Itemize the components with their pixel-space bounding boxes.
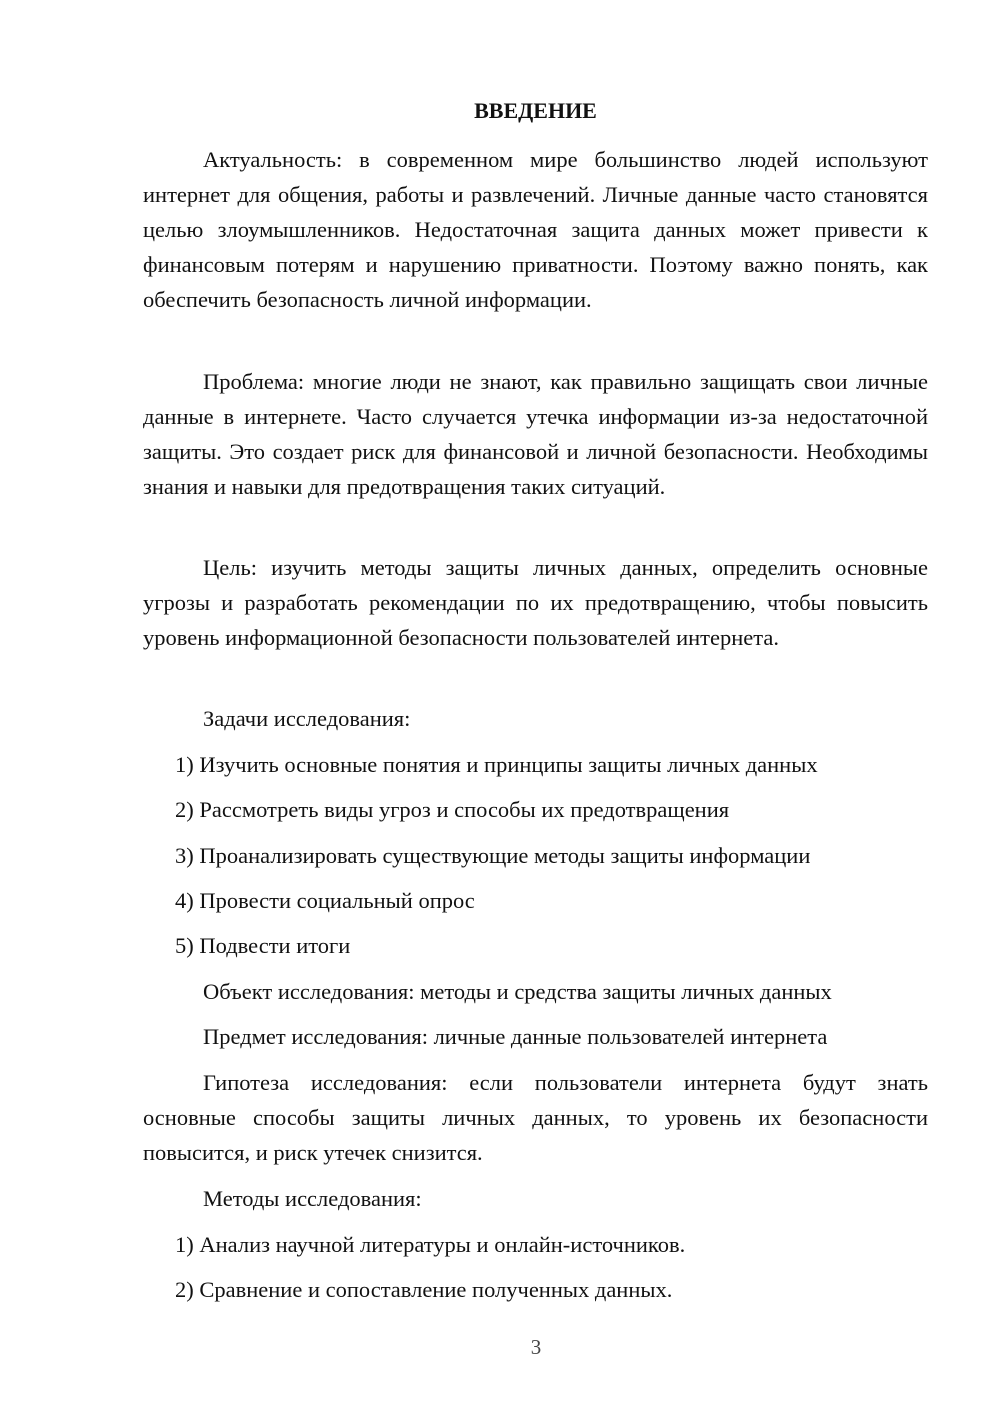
task-item-4: 4) Провести социальный опрос bbox=[175, 888, 475, 913]
paragraph-goal: Цель: изучить методы защиты личных данных, определить основные угрозы и разработать рекомендации по их предотвращению, чтобы повысить уровень информационной безопасности пользователей интернета. bbox=[143, 555, 928, 650]
research-subject: Предмет исследования: личные данные пользователей интернета bbox=[203, 1024, 828, 1049]
page-number: 3 bbox=[530, 1335, 542, 1359]
paragraph-hypothesis: Гипотеза исследования: если пользователи интернета будут знать основные способы защиты личных данных, то уровень их безопасности повысится, и риск утечек снизится. bbox=[143, 1070, 928, 1165]
task-item-1: 1) Изучить основные понятия и принципы защиты личных данных bbox=[175, 752, 818, 777]
page-title: ВВЕДЕНИЕ bbox=[474, 98, 597, 123]
research-object: Объект исследования: методы и средства защиты личных данных bbox=[203, 979, 832, 1004]
paragraph-problem: Проблема: многие люди не знают, как правильно защищать свои личные данные в интернете. Часто случается утечка информации из-за недостаточной защиты. Это создает риск для финансовой и личной безопасности. Необходимы знания и навыки для предотвращения таких ситуаций. bbox=[143, 369, 928, 499]
method-item-1: 1) Анализ научной литературы и онлайн-источников. bbox=[175, 1232, 686, 1257]
task-item-5: 5) Подвести итоги bbox=[175, 933, 351, 958]
task-item-2: 2) Рассмотреть виды угроз и способы их предотвращения bbox=[175, 797, 730, 822]
task-item-3: 3) Проанализировать существующие методы защиты информации bbox=[175, 843, 811, 868]
method-item-2: 2) Сравнение и сопоставление полученных данных. bbox=[175, 1277, 673, 1302]
tasks-heading: Задачи исследования: bbox=[203, 706, 411, 731]
methods-heading: Методы исследования: bbox=[203, 1186, 422, 1211]
paragraph-relevance: Актуальность: в современном мире большинство людей используют интернет для общения, работы и развлечений. Личные данные часто становятся целью злоумышленников. Недостаточная защита данных может привести к финансовым потерям и нарушению приватности. Поэтому важно понять, как обеспечить безопасность личной информации. bbox=[143, 147, 928, 312]
